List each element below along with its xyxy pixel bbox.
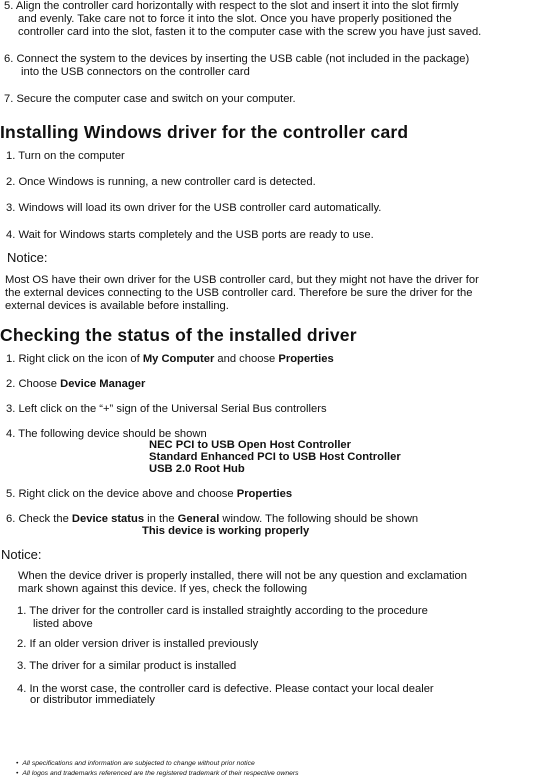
check-step-2	[6, 378, 145, 390]
notice-2-item-3: 3. The driver for a similar product is installed	[17, 660, 237, 672]
install-step-1: 1. Turn on the computer	[6, 150, 125, 162]
step-7: 7. Secure the computer case and switch on your computer.	[4, 93, 296, 105]
check-step-6-suffix: window. The following should be shown	[219, 513, 419, 525]
install-step-3: 3. Windows will load its own driver for the USB controller card automatically.	[6, 202, 382, 214]
step-5-line-1: 5. Align the controller card horizontally with respect to the slot and insert it into the slot firmly	[4, 0, 459, 12]
device-root-hub: USB 2.0 Root Hub	[149, 463, 245, 475]
step-6-line-1: 6. Connect the system to the devices by inserting the USB cable (not included in the package)	[4, 53, 470, 65]
device-manager-label: Device Manager	[60, 378, 146, 390]
device-standard-enhanced-controller: Standard Enhanced PCI to USB Host Controller	[149, 451, 401, 463]
check-step-5-text: 5. Right click on the device above and choose	[6, 488, 237, 500]
notice-2-intro-line-1: When the device driver is properly installed, there will not be any question and exclamation	[18, 570, 467, 582]
footer-text-2: All logos and trademarks referenced are the registered trademark of their respective owners	[22, 770, 299, 777]
step-5-line-3: controller card into the slot, fasten it to the computer case with the screw you have just saved.	[18, 26, 482, 38]
install-notice-line-3: external devices is available before installing.	[5, 300, 229, 312]
notice-2-item-1-line-2: listed above	[33, 618, 93, 630]
notice-2-item-1-line-1: 1. The driver for the controller card is installed straightly according to the procedure	[17, 605, 428, 617]
check-step-6	[6, 513, 418, 525]
device-nec-controller: NEC PCI to USB Open Host Controller	[149, 439, 352, 451]
check-step-6-text: 6. Check the	[6, 513, 72, 525]
notice-2-item-4-line-1: 4. In the worst case, the controller card is defective. Please contact your local dealer	[17, 683, 434, 695]
check-step-6-mid: in the	[144, 513, 178, 525]
footer-bullet-icon: •	[16, 770, 19, 777]
step-6-line-2: into the USB connectors on the controller card	[21, 66, 250, 78]
install-notice-line-2: the external devices connecting to the USB controller card. Therefore be sure the driver for the	[5, 287, 473, 299]
check-step-1	[6, 353, 334, 365]
footer-line-2	[16, 770, 299, 778]
general-label: General	[177, 513, 220, 525]
check-step-4: 4. The following device should be shown	[6, 428, 207, 440]
check-step-3: 3. Left click on the “+” sign of the Universal Serial Bus controllers	[6, 403, 327, 415]
device-status-label: Device status	[71, 513, 145, 525]
notice-2-intro-line-2: mark shown against this device. If yes, check the following	[18, 583, 308, 595]
install-notice-label: Notice:	[7, 250, 48, 265]
check-step-1-text: 1. Right click on the icon of	[6, 353, 143, 365]
install-notice-line-1: Most OS have their own driver for the USB controller card, but they might not have the driver for	[5, 274, 479, 286]
check-step-5	[6, 488, 292, 500]
notice-2-item-4-line-2: or distributor immediately	[30, 694, 155, 706]
install-step-2: 2. Once Windows is running, a new controller card is detected.	[6, 176, 316, 188]
device-status-message: This device is working properly	[142, 525, 310, 537]
install-step-4: 4. Wait for Windows starts completely and the USB ports are ready to use.	[6, 229, 374, 241]
step-5-line-2: and evenly. Take care not to force it into the slot. Once you have properly positioned the	[18, 13, 452, 25]
check-step-2-text: 2. Choose	[6, 378, 61, 390]
check-heading: Checking the status of the installed driver	[0, 325, 357, 345]
notice-2-label: Notice:	[1, 547, 42, 562]
properties-label-2: Properties	[236, 488, 293, 500]
my-computer-label: My Computer	[142, 353, 215, 365]
footer-bullet-icon: •	[16, 760, 19, 767]
properties-label: Properties	[278, 353, 334, 365]
footer-text-1: All specifications and information are subjected to change without prior notice	[22, 760, 255, 767]
check-step-1-mid: and choose	[214, 353, 279, 365]
footer-line-1	[16, 760, 255, 768]
install-heading: Installing Windows driver for the controller card	[0, 122, 409, 142]
notice-2-item-2: 2. If an older version driver is installed previously	[17, 638, 259, 650]
